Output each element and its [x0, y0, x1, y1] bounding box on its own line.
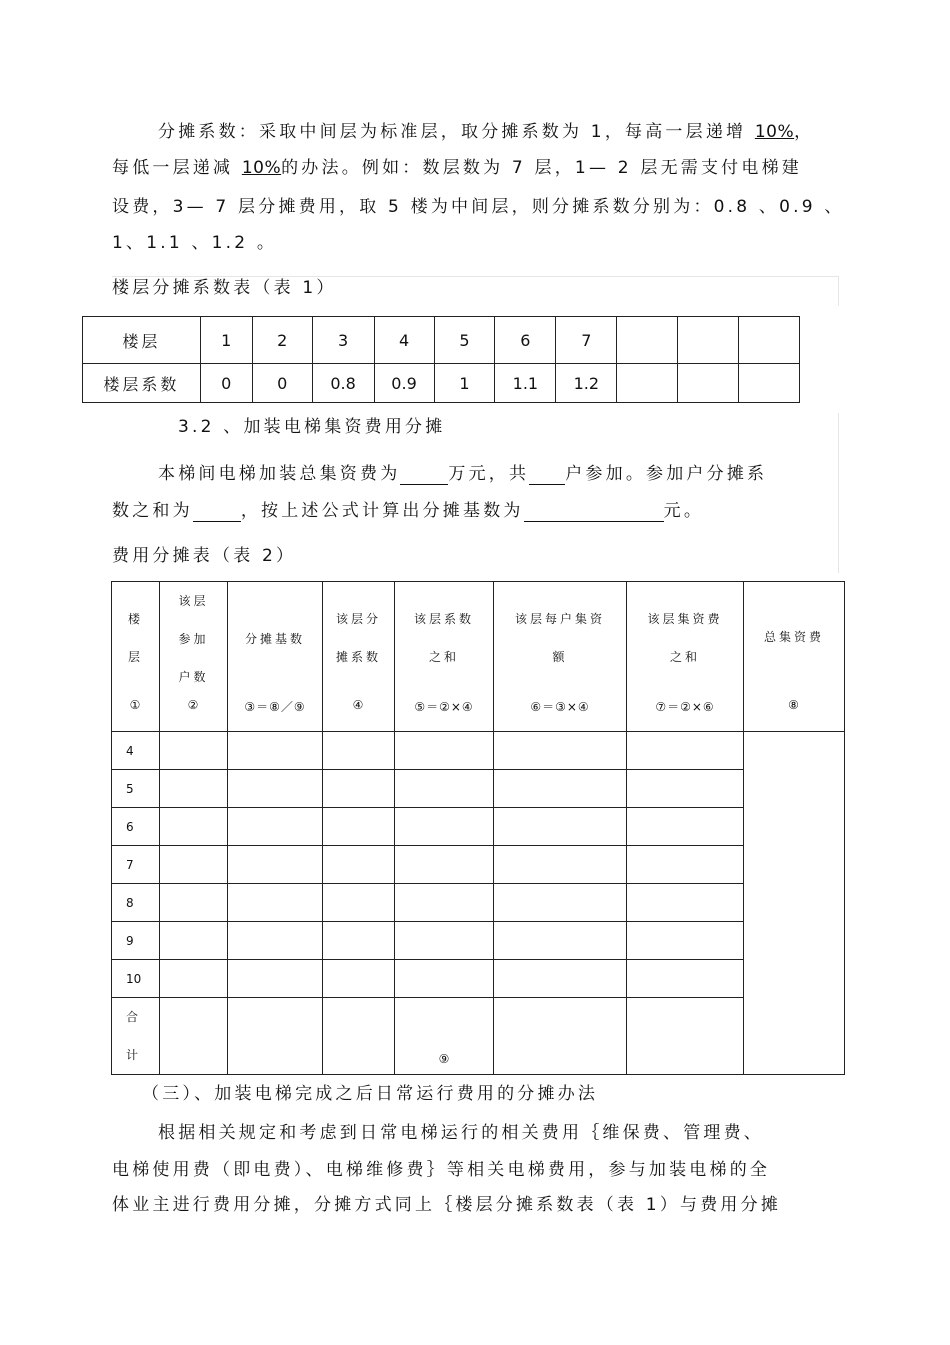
table-cell: 4 [374, 317, 434, 364]
row-label: 6 [112, 808, 160, 846]
table-cell [617, 364, 678, 403]
grand-total-cell [744, 732, 845, 1075]
guide-line [838, 276, 839, 306]
fill-blank[interactable] [524, 503, 664, 522]
section32-line1: 本梯间电梯加装总集资费为 万元，共 户参加。参加户分摊系 [158, 464, 768, 484]
table-cell: 0 [200, 364, 252, 403]
floor-coefficient-table [82, 316, 800, 403]
table-cell: 7 [556, 317, 617, 364]
header-cell-floor-total: 该层集资费 之和 ⑦＝②×⑥ [627, 582, 744, 732]
table-row [112, 922, 845, 960]
table-cell: 2 [252, 317, 312, 364]
table-cell [617, 317, 678, 364]
para1-line2: 每低一层递减 10%的办法。例如：数层数为 7 层，1— 2 层无需支付电梯建 [112, 158, 802, 178]
guide-line [838, 413, 839, 573]
table-row-total [112, 998, 845, 1075]
table-cell [678, 317, 739, 364]
table-cell: 6 [495, 317, 556, 364]
row-label: 4 [112, 732, 160, 770]
section3-line2: 电梯使用费（即电费）、电梯维修费｝等相关电梯费用，参与加装电梯的全 [112, 1160, 771, 1180]
underline-percent: 10% [754, 122, 795, 142]
header-cell-floor: 楼 层 ① [112, 582, 160, 732]
section32-line2: 数之和为 ，按上述公式计算出分摊基数为 元。 [112, 501, 705, 521]
table-cell: 0 [252, 364, 312, 403]
table-cell: 0.8 [312, 364, 374, 403]
header-cell-coef-sum: 该层系数 之和 ⑤＝②×④ [395, 582, 494, 732]
table-cell: 1 [434, 364, 495, 403]
para1-line1: 分摊系数：采取中间层为标准层，取分摊系数为 1，每高一层递增 10%， [158, 122, 815, 142]
table-cell: 3 [312, 317, 374, 364]
table-row [83, 364, 800, 403]
table-row [112, 960, 845, 998]
fill-blank[interactable] [400, 466, 448, 485]
table-cell: 楼层系数 [83, 364, 201, 403]
table-row [83, 317, 800, 364]
header-cell-per-household: 该层每户集资 额 ⑥＝③×④ [494, 582, 627, 732]
header-cell-grand-total: 总集资费 ⑧ [744, 582, 845, 732]
table-cell: 楼层 [83, 317, 201, 364]
table2-caption: 费用分摊表（表 2） [112, 546, 297, 566]
para1-line4: 1、1.1 、1.2 。 [112, 233, 278, 253]
table-cell: 1.2 [556, 364, 617, 403]
table-cell: 1 [200, 317, 252, 364]
table-cell: 5 [434, 317, 495, 364]
table-row [112, 846, 845, 884]
table1-caption: 楼层分摊系数表（表 1） [112, 278, 337, 298]
header-cell-households: 该层 参加 户数 ② [160, 582, 228, 732]
cost-sharing-table [111, 581, 845, 1075]
table-cell [739, 364, 800, 403]
header-cell-base: 分摊基数 ③＝⑧／⑨ [228, 582, 323, 732]
table-row [112, 732, 845, 770]
row-label: 9 [112, 922, 160, 960]
underline-percent: 10% [241, 158, 282, 178]
section-heading: （三）、加装电梯完成之后日常运行费用的分摊办法 [142, 1084, 599, 1104]
row-label-total: 合 计 [112, 998, 160, 1075]
total-mark: ⑨ [438, 1052, 450, 1066]
para1-line3: 设费，3— 7 层分摊费用，取 5 楼为中间层，则分摊系数分别为：0.8 、0.9 、 [112, 197, 845, 217]
table-cell [739, 317, 800, 364]
table-cell [678, 364, 739, 403]
row-label: 5 [112, 770, 160, 808]
table-cell: 0.9 [374, 364, 434, 403]
section3-line1: 根据相关规定和考虑到日常电梯运行的相关费用｛维保费、管理费、 [158, 1123, 764, 1143]
fill-blank[interactable] [193, 503, 241, 522]
section3-line3: 体业主进行费用分摊，分摊方式同上｛楼层分摊系数表（表 1）与费用分摊 [112, 1195, 782, 1215]
header-cell-coefficient: 该层分 摊系数 ④ [323, 582, 395, 732]
table-cell: 1.1 [495, 364, 556, 403]
table-row [112, 884, 845, 922]
row-label: 7 [112, 846, 160, 884]
row-label: 10 [112, 960, 160, 998]
table-header-row [112, 582, 845, 732]
row-label: 8 [112, 884, 160, 922]
table-row [112, 770, 845, 808]
fill-blank[interactable] [529, 466, 565, 485]
section-heading: 3.2 、加装电梯集资费用分摊 [178, 417, 446, 437]
table-row [112, 808, 845, 846]
